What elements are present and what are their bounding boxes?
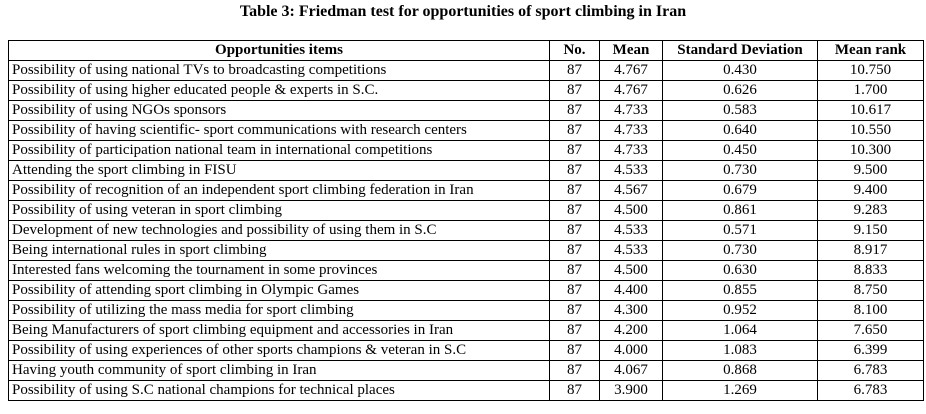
cell-opportunity-item: Possibility of using veteran in sport climbing	[9, 201, 550, 221]
cell-opportunity-item: Interested fans welcoming the tournament in some provinces	[9, 261, 550, 281]
cell-no: 87	[550, 121, 600, 141]
table-row	[9, 241, 924, 261]
cell-mean: 4.200	[600, 321, 663, 341]
cell-no: 87	[550, 241, 600, 261]
friedman-test-table	[8, 40, 924, 401]
table-row	[9, 121, 924, 141]
cell-standard-deviation: 0.855	[663, 281, 818, 301]
header-mean-rank: Mean rank	[818, 41, 924, 61]
cell-mean-rank: 6.399	[818, 341, 924, 361]
cell-mean: 4.300	[600, 301, 663, 321]
cell-standard-deviation: 0.730	[663, 241, 818, 261]
header-opportunities-items: Opportunities items	[9, 41, 550, 61]
cell-mean: 4.000	[600, 341, 663, 361]
table-row	[9, 221, 924, 241]
cell-opportunity-item: Possibility of using NGOs sponsors	[9, 101, 550, 121]
cell-mean-rank: 8.833	[818, 261, 924, 281]
cell-mean-rank: 10.617	[818, 101, 924, 121]
cell-standard-deviation: 1.083	[663, 341, 818, 361]
cell-mean-rank: 9.500	[818, 161, 924, 181]
cell-standard-deviation: 0.679	[663, 181, 818, 201]
cell-standard-deviation: 0.868	[663, 361, 818, 381]
cell-no: 87	[550, 181, 600, 201]
cell-no: 87	[550, 301, 600, 321]
cell-standard-deviation: 0.640	[663, 121, 818, 141]
cell-standard-deviation: 0.571	[663, 221, 818, 241]
cell-standard-deviation: 0.583	[663, 101, 818, 121]
table-caption: Table 3: Friedman test for opportunities of sport climbing in Iran	[239, 3, 687, 20]
cell-no: 87	[550, 101, 600, 121]
cell-opportunity-item: Possibility of having scientific- sport communications with research centers	[9, 121, 550, 141]
cell-mean: 4.767	[600, 61, 663, 81]
table-header-row	[9, 41, 924, 61]
cell-mean: 4.733	[600, 101, 663, 121]
cell-no: 87	[550, 81, 600, 101]
cell-standard-deviation: 0.861	[663, 201, 818, 221]
cell-no: 87	[550, 381, 600, 401]
table-row	[9, 321, 924, 341]
cell-standard-deviation: 0.430	[663, 61, 818, 81]
table-row	[9, 161, 924, 181]
cell-mean-rank: 9.283	[818, 201, 924, 221]
table-row	[9, 281, 924, 301]
table-row	[9, 301, 924, 321]
cell-mean-rank: 7.650	[818, 321, 924, 341]
cell-mean-rank: 10.750	[818, 61, 924, 81]
cell-opportunity-item: Possibility of participation national team in international competitions	[9, 141, 550, 161]
cell-mean: 4.500	[600, 201, 663, 221]
cell-opportunity-item: Being international rules in sport climbing	[9, 241, 550, 261]
table-row	[9, 181, 924, 201]
table-row	[9, 341, 924, 361]
cell-no: 87	[550, 281, 600, 301]
cell-opportunity-item: Possibility of recognition of an independent sport climbing federation in Iran	[9, 181, 550, 201]
cell-standard-deviation: 0.626	[663, 81, 818, 101]
cell-mean: 4.533	[600, 221, 663, 241]
cell-standard-deviation: 0.630	[663, 261, 818, 281]
cell-opportunity-item: Having youth community of sport climbing in Iran	[9, 361, 550, 381]
table-row	[9, 101, 924, 121]
cell-mean-rank: 8.100	[818, 301, 924, 321]
cell-mean-rank: 1.700	[818, 81, 924, 101]
cell-mean: 4.567	[600, 181, 663, 201]
cell-no: 87	[550, 321, 600, 341]
table-row	[9, 361, 924, 381]
table-row	[9, 201, 924, 221]
cell-standard-deviation: 1.269	[663, 381, 818, 401]
cell-mean-rank: 8.750	[818, 281, 924, 301]
cell-no: 87	[550, 221, 600, 241]
cell-opportunity-item: Possibility of attending sport climbing in Olympic Games	[9, 281, 550, 301]
cell-no: 87	[550, 161, 600, 181]
table-row	[9, 261, 924, 281]
cell-opportunity-item: Being Manufacturers of sport climbing equipment and accessories in Iran	[9, 321, 550, 341]
cell-mean: 4.533	[600, 241, 663, 261]
cell-no: 87	[550, 201, 600, 221]
cell-mean: 4.767	[600, 81, 663, 101]
cell-mean: 4.400	[600, 281, 663, 301]
cell-mean: 4.067	[600, 361, 663, 381]
cell-mean: 4.733	[600, 141, 663, 161]
cell-no: 87	[550, 361, 600, 381]
cell-standard-deviation: 0.730	[663, 161, 818, 181]
cell-mean-rank: 8.917	[818, 241, 924, 261]
cell-standard-deviation: 0.450	[663, 141, 818, 161]
cell-mean-rank: 9.150	[818, 221, 924, 241]
cell-opportunity-item: Attending the sport climbing in FISU	[9, 161, 550, 181]
cell-no: 87	[550, 261, 600, 281]
cell-mean: 4.733	[600, 121, 663, 141]
cell-mean-rank: 6.783	[818, 361, 924, 381]
cell-opportunity-item: Possibility of using S.C national champions for technical places	[9, 381, 550, 401]
cell-mean-rank: 10.550	[818, 121, 924, 141]
cell-mean-rank: 6.783	[818, 381, 924, 401]
cell-opportunity-item: Possibility of using higher educated people & experts in S.C.	[9, 81, 550, 101]
cell-mean: 4.500	[600, 261, 663, 281]
cell-no: 87	[550, 141, 600, 161]
cell-mean: 4.533	[600, 161, 663, 181]
table-row	[9, 141, 924, 161]
cell-mean-rank: 9.400	[818, 181, 924, 201]
cell-standard-deviation: 1.064	[663, 321, 818, 341]
header-standard-deviation: Standard Deviation	[663, 41, 818, 61]
table-row	[9, 61, 924, 81]
header-no: No.	[550, 41, 600, 61]
cell-no: 87	[550, 61, 600, 81]
cell-mean-rank: 10.300	[818, 141, 924, 161]
cell-opportunity-item: Possibility of using experiences of other sports champions & veteran in S.C	[9, 341, 550, 361]
cell-mean: 3.900	[600, 381, 663, 401]
table-row	[9, 381, 924, 401]
table-body	[9, 61, 924, 401]
table-row	[9, 81, 924, 101]
cell-opportunity-item: Possibility of utilizing the mass media for sport climbing	[9, 301, 550, 321]
cell-opportunity-item: Possibility of using national TVs to broadcasting competitions	[9, 61, 550, 81]
cell-opportunity-item: Development of new technologies and possibility of using them in S.C	[9, 221, 550, 241]
cell-standard-deviation: 0.952	[663, 301, 818, 321]
header-mean: Mean	[600, 41, 663, 61]
cell-no: 87	[550, 341, 600, 361]
